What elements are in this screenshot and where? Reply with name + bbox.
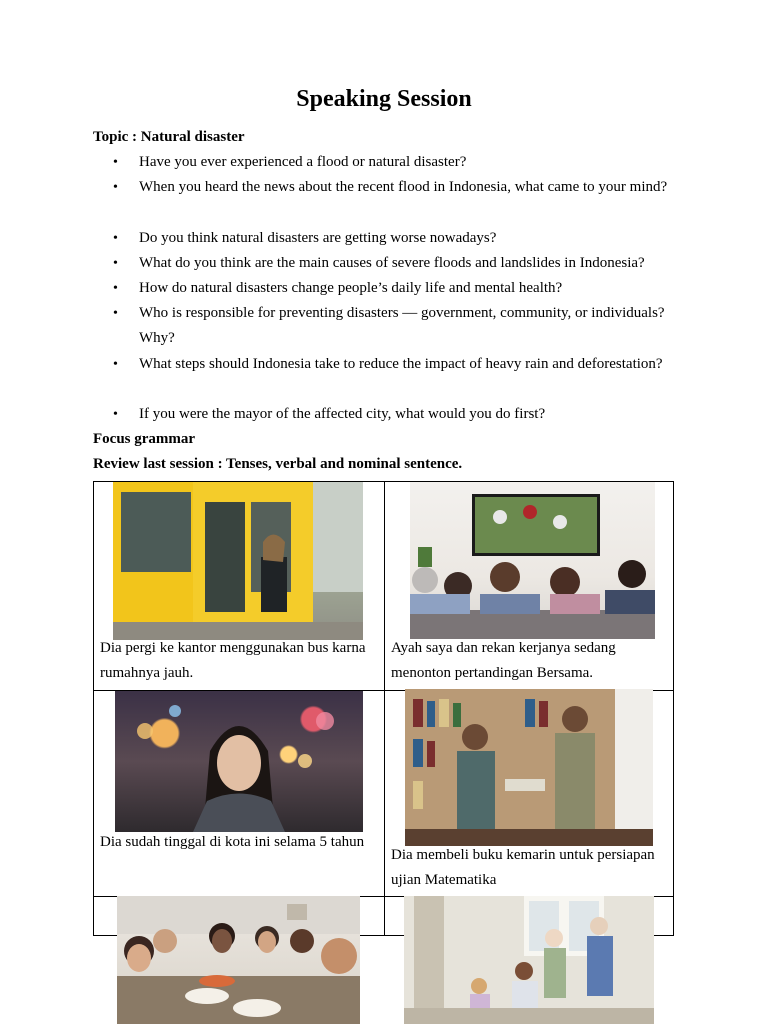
bullet-icon: • [113, 306, 118, 321]
bullet-icon: • [113, 155, 118, 170]
bullet-icon: • [113, 357, 118, 372]
list-item [113, 226, 683, 251]
caption-text: Dia sudah tinggal di kota ini selama 5 tahun [100, 834, 365, 850]
bullet-icon: • [113, 281, 118, 296]
question-text: What steps should Indonesia take to reduce the impact of heavy rain and deforestation? [139, 356, 663, 372]
caption-text: Ayah saya dan rekan kerjanya sedang menonton pertandingan Bersama. [391, 640, 616, 681]
list-item [113, 251, 683, 276]
review-heading: Review last session : Tenses, verbal and nominal sentence. [93, 456, 463, 472]
caption-text: Dia membeli buku kemarin untuk persiapan ujian Matematika [391, 847, 655, 888]
bus-photo [113, 482, 363, 640]
city-woman-photo [115, 691, 363, 832]
tv-watching-photo [410, 482, 655, 639]
question-text: Who is responsible for preventing disasters — government, community, or individuals? Why? [139, 305, 665, 346]
family-photo [404, 896, 654, 1024]
list-item [113, 301, 683, 351]
list-item [113, 175, 683, 200]
question-text: When you heard the news about the recent flood in Indonesia, what came to your mind? [139, 179, 668, 195]
bullet-icon: • [113, 180, 118, 195]
question-text: Do you think natural disasters are getting worse nowadays? [139, 230, 497, 246]
bullet-icon: • [113, 407, 118, 422]
dinner-photo [117, 896, 360, 1024]
focus-grammar-heading: Focus grammar [93, 431, 196, 447]
bookstore-photo [405, 689, 653, 846]
list-item [113, 150, 683, 175]
bullet-icon: • [113, 231, 118, 246]
page-title: Speaking Session [296, 86, 472, 112]
question-text: Have you ever experienced a flood or natural disaster? [139, 154, 467, 170]
bullet-icon: • [113, 256, 118, 271]
list-item [113, 276, 683, 301]
list-item [113, 352, 683, 377]
question-text: How do natural disasters change people’s daily life and mental health? [139, 280, 563, 296]
topic-heading: Topic : Natural disaster [93, 129, 245, 145]
caption-text: Dia pergi ke kantor menggunakan bus karna rumahnya jauh. [100, 640, 366, 681]
table-divider [384, 482, 385, 935]
list-item [113, 402, 683, 427]
question-text: What do you think are the main causes of severe floods and landslides in Indonesia? [139, 255, 645, 271]
question-text: If you were the mayor of the affected city, what would you do first? [139, 406, 546, 422]
